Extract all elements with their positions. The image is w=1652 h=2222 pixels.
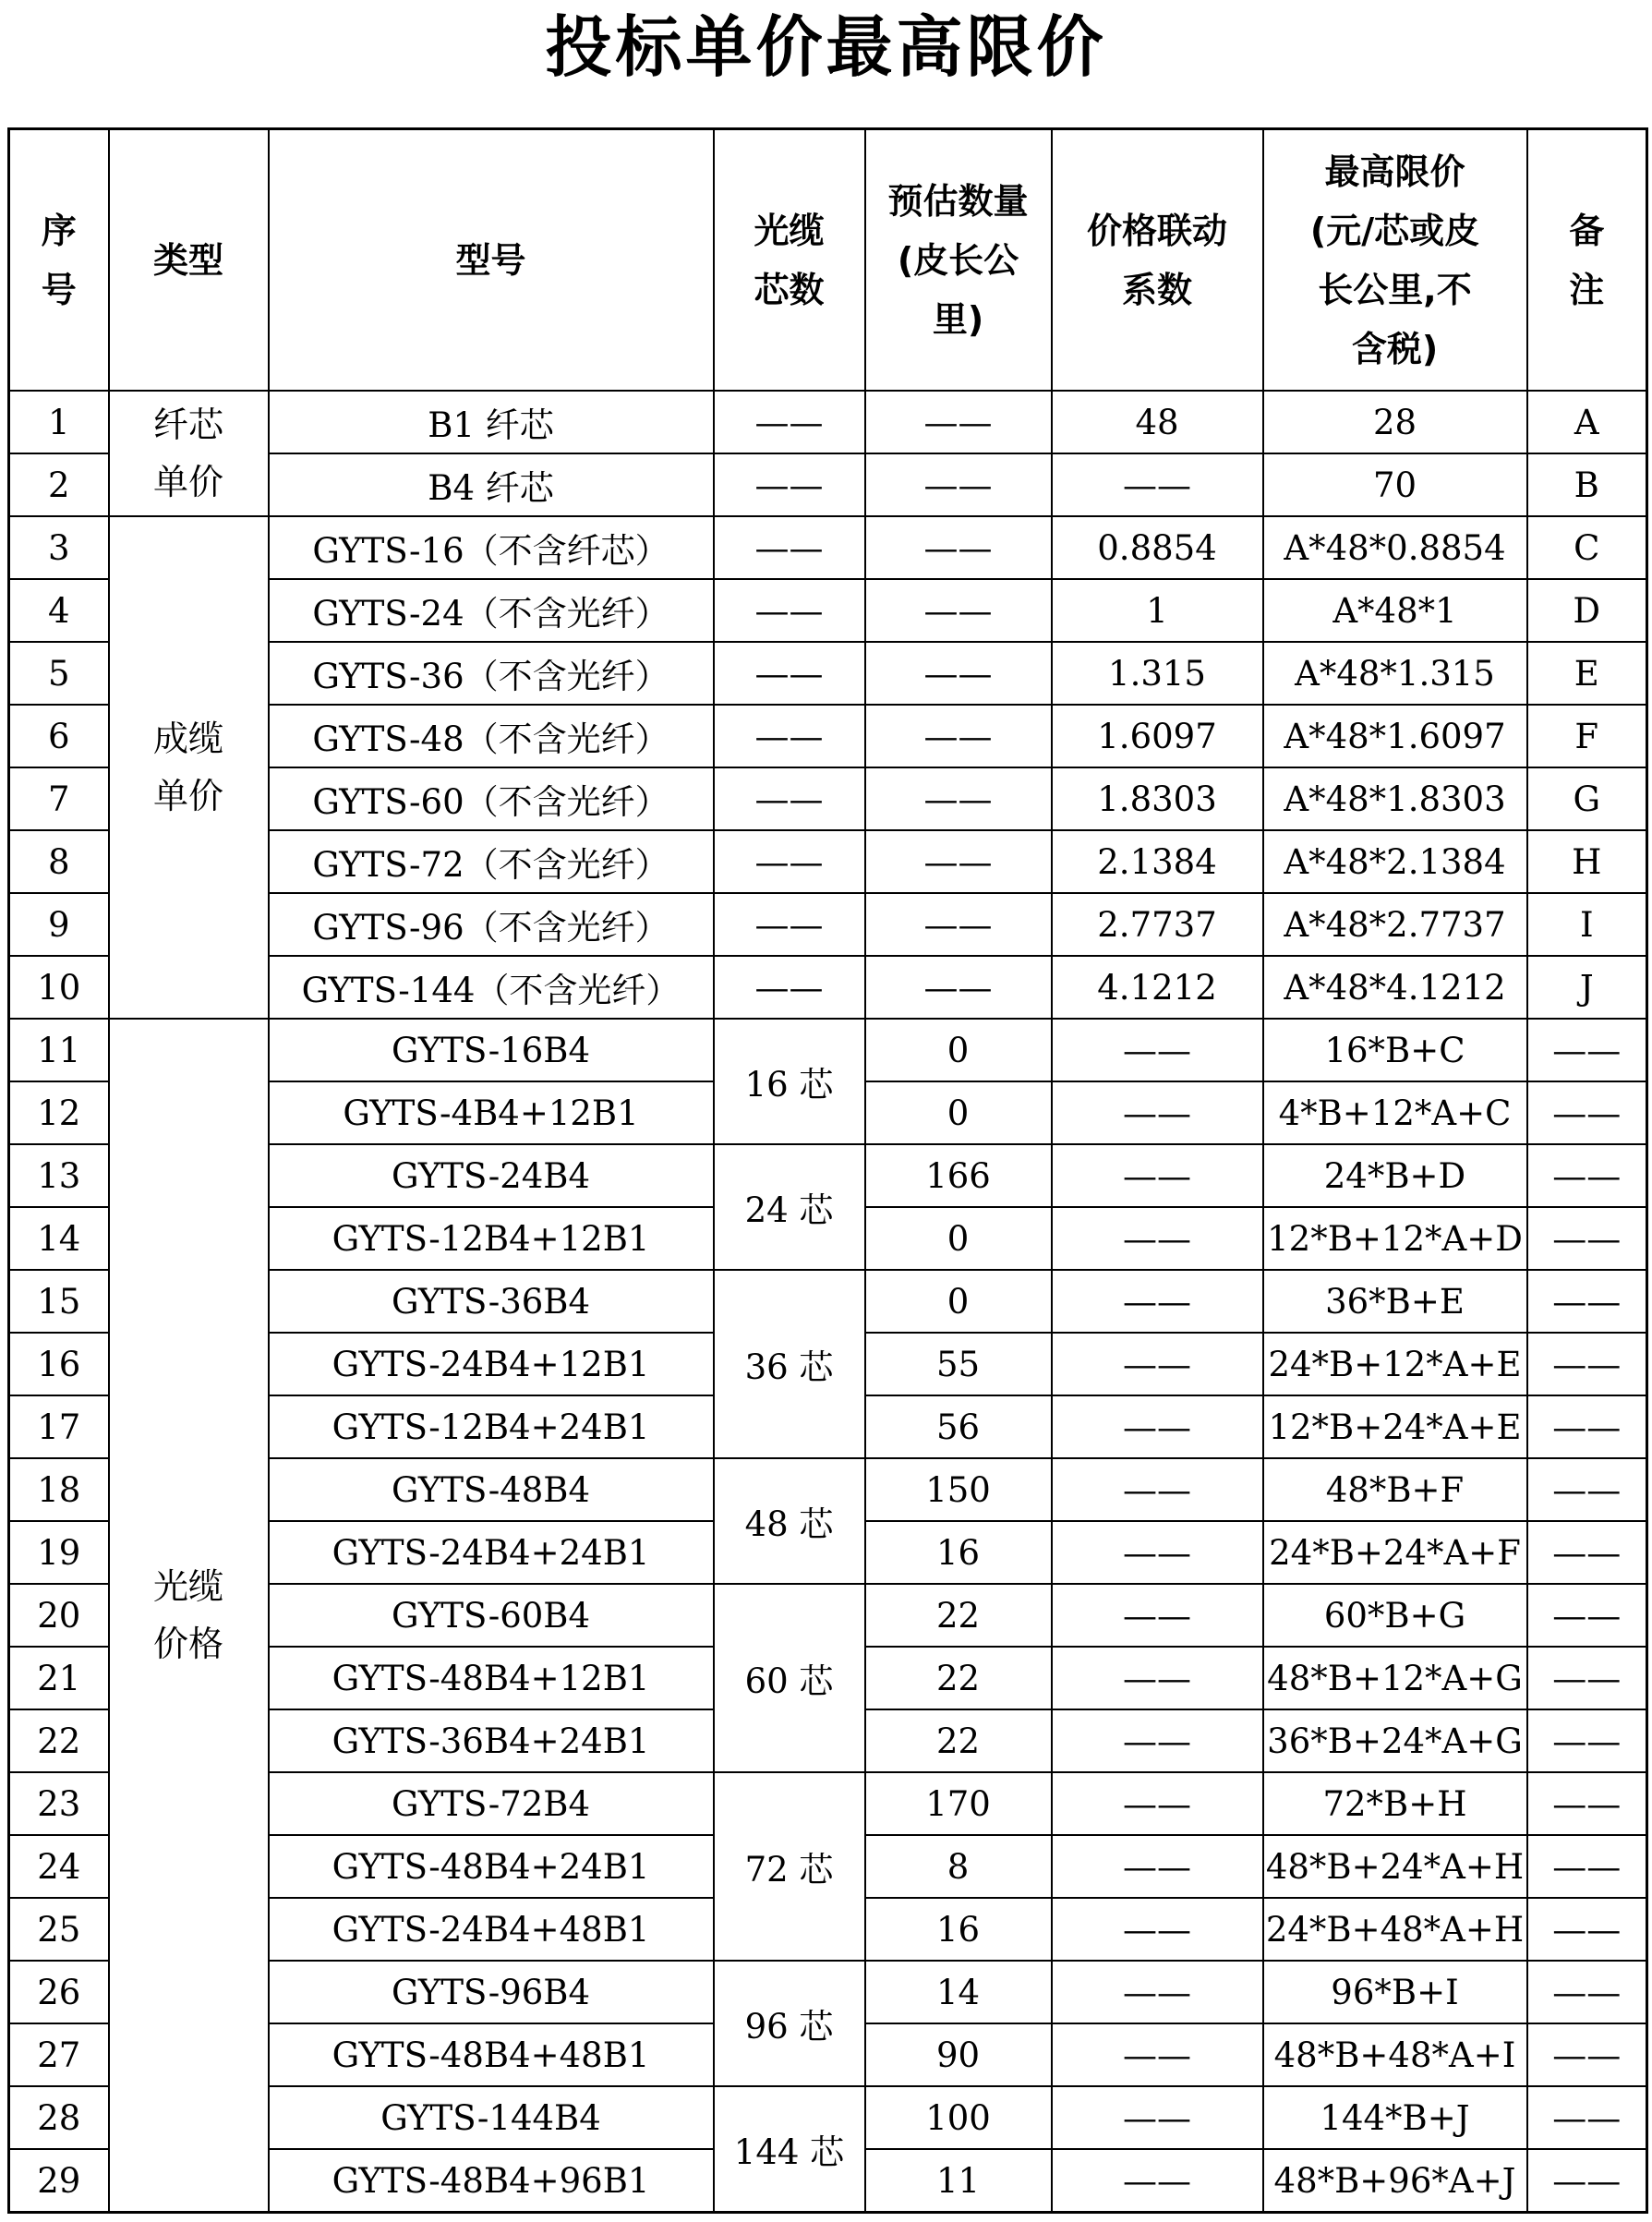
header-note: 备注 xyxy=(1527,129,1647,392)
header-row xyxy=(9,129,1647,392)
note-cell: —— xyxy=(1527,1835,1647,1898)
type-label: 光缆价格 xyxy=(152,1566,223,1664)
qty-cell: —— xyxy=(865,642,1052,705)
page-title: 投标单价最高限价 xyxy=(545,8,1107,86)
model-cell: GYTS-24B4+48B1 xyxy=(269,1898,714,1961)
note-cell: —— xyxy=(1527,1019,1647,1081)
price-cell: 36*B+E xyxy=(1263,1270,1527,1333)
row-number: 11 xyxy=(9,1019,109,1081)
coef-cell: 2.1384 xyxy=(1052,830,1263,893)
header-no: 序号 xyxy=(9,129,109,392)
price-cell: 48*B+F xyxy=(1263,1458,1527,1521)
note-cell: —— xyxy=(1527,1709,1647,1772)
note-cell: —— xyxy=(1527,1458,1647,1521)
coef-cell: —— xyxy=(1052,1584,1263,1647)
coef-cell: —— xyxy=(1052,1835,1263,1898)
model-cell: GYTS-96B4 xyxy=(269,1961,714,2023)
note-cell: —— xyxy=(1527,2023,1647,2086)
qty-cell: —— xyxy=(865,767,1052,830)
note-cell: —— xyxy=(1527,2086,1647,2149)
price-cell: 96*B+I xyxy=(1263,1961,1527,2023)
cores-cell: —— xyxy=(714,767,865,830)
table-body xyxy=(9,391,1647,2213)
qty-cell: 90 xyxy=(865,2023,1052,2086)
note-cell: D xyxy=(1527,579,1647,642)
table-row xyxy=(9,516,1647,579)
coef-cell: —— xyxy=(1052,1647,1263,1709)
row-number: 5 xyxy=(9,642,109,705)
note-cell: —— xyxy=(1527,1772,1647,1835)
note-cell: —— xyxy=(1527,1144,1647,1207)
coef-cell: 1.6097 xyxy=(1052,705,1263,767)
note-cell: —— xyxy=(1527,1647,1647,1709)
model-cell: GYTS-72（不含光纤） xyxy=(269,830,714,893)
type-label: 成缆单价 xyxy=(152,719,223,816)
note-cell: B xyxy=(1527,453,1647,516)
row-number: 2 xyxy=(9,453,109,516)
price-cell: 12*B+24*A+E xyxy=(1263,1395,1527,1458)
qty-cell: 55 xyxy=(865,1333,1052,1395)
model-cell: GYTS-60（不含光纤） xyxy=(269,767,714,830)
coef-cell: —— xyxy=(1052,453,1263,516)
row-number: 27 xyxy=(9,2023,109,2086)
price-cell: 144*B+J xyxy=(1263,2086,1527,2149)
coef-cell: 2.7737 xyxy=(1052,893,1263,956)
price-cell: 48*B+12*A+G xyxy=(1263,1647,1527,1709)
note-cell: H xyxy=(1527,830,1647,893)
coef-cell: 1.8303 xyxy=(1052,767,1263,830)
coef-cell: —— xyxy=(1052,1207,1263,1270)
model-cell: B4 纤芯 xyxy=(269,453,714,516)
header-model: 型号 xyxy=(269,129,714,392)
qty-cell: 16 xyxy=(865,1898,1052,1961)
row-number: 16 xyxy=(9,1333,109,1395)
row-number: 29 xyxy=(9,2149,109,2213)
price-cell: A*48*1.8303 xyxy=(1263,767,1527,830)
row-number: 25 xyxy=(9,1898,109,1961)
price-cell: 24*B+24*A+F xyxy=(1263,1521,1527,1584)
price-cell: 60*B+G xyxy=(1263,1584,1527,1647)
header-qty: 预估数量(皮长公里) xyxy=(865,129,1052,392)
qty-cell: 22 xyxy=(865,1709,1052,1772)
cores-cell: 72 芯 xyxy=(714,1772,865,1961)
row-number: 18 xyxy=(9,1458,109,1521)
qty-cell: 16 xyxy=(865,1521,1052,1584)
row-number: 23 xyxy=(9,1772,109,1835)
row-number: 19 xyxy=(9,1521,109,1584)
coef-cell: 1.315 xyxy=(1052,642,1263,705)
type-cell xyxy=(109,516,269,1019)
model-cell: GYTS-48B4 xyxy=(269,1458,714,1521)
type-label: 纤芯单价 xyxy=(152,405,223,502)
qty-cell: 170 xyxy=(865,1772,1052,1835)
model-cell: GYTS-48（不含光纤） xyxy=(269,705,714,767)
model-cell: GYTS-16B4 xyxy=(269,1019,714,1081)
note-cell: —— xyxy=(1527,1081,1647,1144)
row-number: 24 xyxy=(9,1835,109,1898)
row-number: 28 xyxy=(9,2086,109,2149)
qty-cell: —— xyxy=(865,453,1052,516)
qty-cell: 150 xyxy=(865,1458,1052,1521)
row-number: 15 xyxy=(9,1270,109,1333)
row-number: 10 xyxy=(9,956,109,1019)
price-cell: 70 xyxy=(1263,453,1527,516)
row-number: 12 xyxy=(9,1081,109,1144)
cores-cell: —— xyxy=(714,705,865,767)
cores-cell: —— xyxy=(714,391,865,453)
note-cell: —— xyxy=(1527,1898,1647,1961)
cores-cell: 36 芯 xyxy=(714,1270,865,1458)
type-cell xyxy=(109,391,269,516)
qty-cell: 14 xyxy=(865,1961,1052,2023)
cores-cell: 60 芯 xyxy=(714,1584,865,1772)
coef-cell: —— xyxy=(1052,1395,1263,1458)
qty-cell: 8 xyxy=(865,1835,1052,1898)
row-number: 8 xyxy=(9,830,109,893)
coef-cell: —— xyxy=(1052,1961,1263,2023)
type-cell xyxy=(109,1019,269,2213)
qty-cell: 56 xyxy=(865,1395,1052,1458)
model-cell: GYTS-48B4+96B1 xyxy=(269,2149,714,2213)
qty-cell: 0 xyxy=(865,1207,1052,1270)
row-number: 3 xyxy=(9,516,109,579)
price-cell: 72*B+H xyxy=(1263,1772,1527,1835)
header-type: 类型 xyxy=(109,129,269,392)
cores-cell: 24 芯 xyxy=(714,1144,865,1270)
qty-cell: —— xyxy=(865,391,1052,453)
row-number: 20 xyxy=(9,1584,109,1647)
row-number: 21 xyxy=(9,1647,109,1709)
row-number: 17 xyxy=(9,1395,109,1458)
price-cell: A*48*1 xyxy=(1263,579,1527,642)
note-cell: C xyxy=(1527,516,1647,579)
row-number: 14 xyxy=(9,1207,109,1270)
model-cell: GYTS-96（不含光纤） xyxy=(269,893,714,956)
cores-cell: —— xyxy=(714,830,865,893)
price-cell: 48*B+96*A+J xyxy=(1263,2149,1527,2213)
row-number: 1 xyxy=(9,391,109,453)
coef-cell: —— xyxy=(1052,1270,1263,1333)
model-cell: GYTS-72B4 xyxy=(269,1772,714,1835)
price-cell: 28 xyxy=(1263,391,1527,453)
price-cell: A*48*4.1212 xyxy=(1263,956,1527,1019)
model-cell: GYTS-24B4+24B1 xyxy=(269,1521,714,1584)
model-cell: GYTS-12B4+12B1 xyxy=(269,1207,714,1270)
coef-cell: 1 xyxy=(1052,579,1263,642)
price-cell: A*48*2.7737 xyxy=(1263,893,1527,956)
model-cell: GYTS-24B4 xyxy=(269,1144,714,1207)
coef-cell: —— xyxy=(1052,1458,1263,1521)
cores-cell: —— xyxy=(714,453,865,516)
cores-cell: —— xyxy=(714,579,865,642)
qty-cell: 11 xyxy=(865,2149,1052,2213)
qty-cell: 0 xyxy=(865,1270,1052,1333)
row-number: 26 xyxy=(9,1961,109,2023)
note-cell: —— xyxy=(1527,1333,1647,1395)
cores-cell: —— xyxy=(714,516,865,579)
model-cell: GYTS-36B4 xyxy=(269,1270,714,1333)
qty-cell: 22 xyxy=(865,1584,1052,1647)
price-cell: A*48*2.1384 xyxy=(1263,830,1527,893)
coef-cell: 48 xyxy=(1052,391,1263,453)
coef-cell: —— xyxy=(1052,1144,1263,1207)
model-cell: GYTS-144（不含光纤） xyxy=(269,956,714,1019)
model-cell: GYTS-144B4 xyxy=(269,2086,714,2149)
coef-cell: —— xyxy=(1052,1081,1263,1144)
price-limit-table xyxy=(7,127,1648,2214)
row-number: 13 xyxy=(9,1144,109,1207)
row-number: 22 xyxy=(9,1709,109,1772)
qty-cell: 0 xyxy=(865,1019,1052,1081)
coef-cell: —— xyxy=(1052,2086,1263,2149)
coef-cell: —— xyxy=(1052,1898,1263,1961)
note-cell: J xyxy=(1527,956,1647,1019)
cores-cell: 48 芯 xyxy=(714,1458,865,1584)
cores-cell: —— xyxy=(714,642,865,705)
cores-cell: 144 芯 xyxy=(714,2086,865,2213)
table-row xyxy=(9,1019,1647,1081)
qty-cell: —— xyxy=(865,830,1052,893)
note-cell: G xyxy=(1527,767,1647,830)
qty-cell: 166 xyxy=(865,1144,1052,1207)
price-cell: 16*B+C xyxy=(1263,1019,1527,1081)
price-cell: 24*B+48*A+H xyxy=(1263,1898,1527,1961)
qty-cell: 22 xyxy=(865,1647,1052,1709)
note-cell: —— xyxy=(1527,1395,1647,1458)
note-cell: —— xyxy=(1527,1584,1647,1647)
note-cell: —— xyxy=(1527,2149,1647,2213)
cores-cell: 16 芯 xyxy=(714,1019,865,1144)
coef-cell: —— xyxy=(1052,1709,1263,1772)
model-cell: B1 纤芯 xyxy=(269,391,714,453)
model-cell: GYTS-36B4+24B1 xyxy=(269,1709,714,1772)
note-cell: —— xyxy=(1527,1961,1647,2023)
price-cell: 12*B+12*A+D xyxy=(1263,1207,1527,1270)
price-cell: 24*B+12*A+E xyxy=(1263,1333,1527,1395)
price-cell: 4*B+12*A+C xyxy=(1263,1081,1527,1144)
price-cell: 48*B+48*A+I xyxy=(1263,2023,1527,2086)
coef-cell: —— xyxy=(1052,1521,1263,1584)
model-cell: GYTS-48B4+24B1 xyxy=(269,1835,714,1898)
coef-cell: —— xyxy=(1052,1333,1263,1395)
row-number: 6 xyxy=(9,705,109,767)
cores-cell: 96 芯 xyxy=(714,1961,865,2086)
cores-cell: —— xyxy=(714,956,865,1019)
qty-cell: 0 xyxy=(865,1081,1052,1144)
header-cores: 光缆芯数 xyxy=(714,129,865,392)
cores-cell: —— xyxy=(714,893,865,956)
coef-cell: —— xyxy=(1052,2023,1263,2086)
price-cell: 48*B+24*A+H xyxy=(1263,1835,1527,1898)
row-number: 7 xyxy=(9,767,109,830)
qty-cell: —— xyxy=(865,579,1052,642)
note-cell: —— xyxy=(1527,1207,1647,1270)
coef-cell: —— xyxy=(1052,1772,1263,1835)
note-cell: —— xyxy=(1527,1521,1647,1584)
model-cell: GYTS-4B4+12B1 xyxy=(269,1081,714,1144)
qty-cell: —— xyxy=(865,516,1052,579)
price-cell: A*48*1.6097 xyxy=(1263,705,1527,767)
coef-cell: 4.1212 xyxy=(1052,956,1263,1019)
price-cell: 24*B+D xyxy=(1263,1144,1527,1207)
coef-cell: 0.8854 xyxy=(1052,516,1263,579)
coef-cell: —— xyxy=(1052,1019,1263,1081)
note-cell: F xyxy=(1527,705,1647,767)
table-row xyxy=(9,391,1647,453)
note-cell: A xyxy=(1527,391,1647,453)
model-cell: GYTS-48B4+48B1 xyxy=(269,2023,714,2086)
model-cell: GYTS-12B4+24B1 xyxy=(269,1395,714,1458)
model-cell: GYTS-16（不含纤芯） xyxy=(269,516,714,579)
model-cell: GYTS-60B4 xyxy=(269,1584,714,1647)
header-coef: 价格联动系数 xyxy=(1052,129,1263,392)
qty-cell: —— xyxy=(865,956,1052,1019)
qty-cell: —— xyxy=(865,893,1052,956)
model-cell: GYTS-24（不含光纤） xyxy=(269,579,714,642)
model-cell: GYTS-36（不含光纤） xyxy=(269,642,714,705)
price-cell: A*48*1.315 xyxy=(1263,642,1527,705)
qty-cell: —— xyxy=(865,705,1052,767)
note-cell: E xyxy=(1527,642,1647,705)
price-cell: A*48*0.8854 xyxy=(1263,516,1527,579)
header-price: 最高限价(元/芯或皮长公里,不含税) xyxy=(1263,129,1527,392)
coef-cell: —— xyxy=(1052,2149,1263,2213)
qty-cell: 100 xyxy=(865,2086,1052,2149)
model-cell: GYTS-24B4+12B1 xyxy=(269,1333,714,1395)
note-cell: I xyxy=(1527,893,1647,956)
model-cell: GYTS-48B4+12B1 xyxy=(269,1647,714,1709)
row-number: 9 xyxy=(9,893,109,956)
note-cell: —— xyxy=(1527,1270,1647,1333)
price-cell: 36*B+24*A+G xyxy=(1263,1709,1527,1772)
row-number: 4 xyxy=(9,579,109,642)
